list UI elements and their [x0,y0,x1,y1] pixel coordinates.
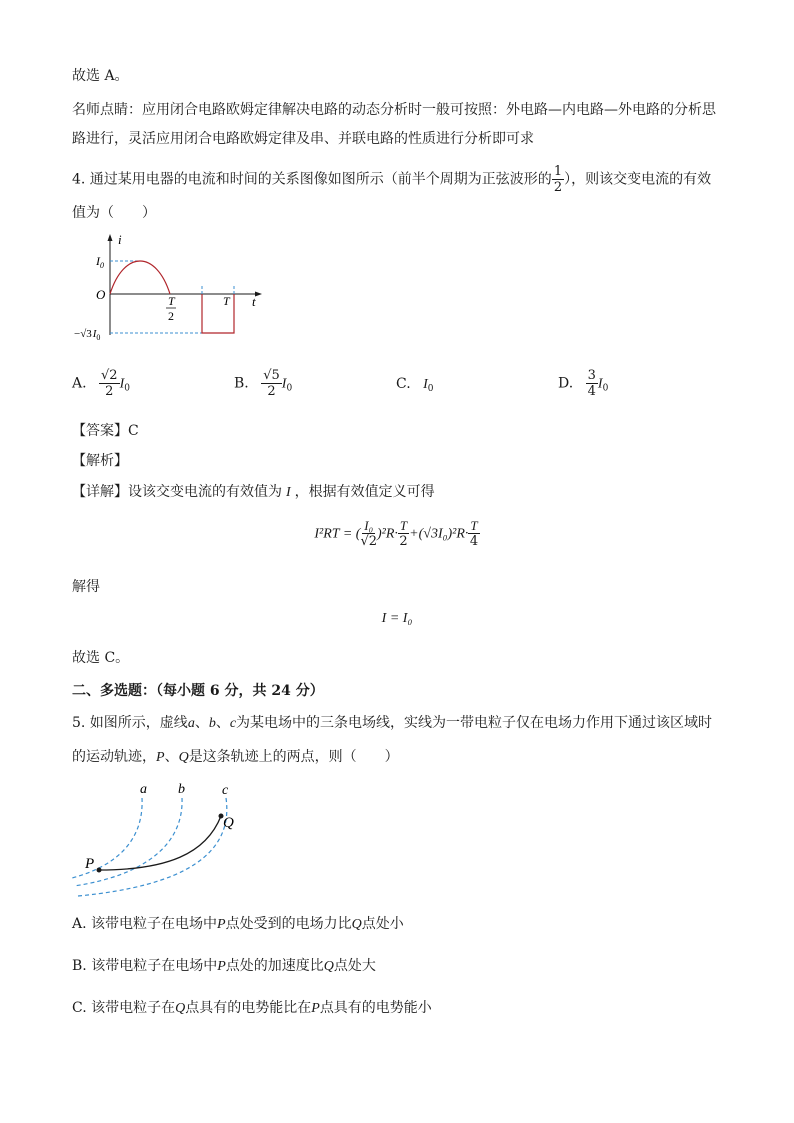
q5-text-d: 是这条轨迹上的两点，则（ ） [188,749,399,765]
i-axis-arrow [108,234,113,241]
option-c-sub: 0 [427,384,434,394]
q5-var-q: Q [178,750,189,765]
q5b-text-2: 点处的加速度比 [225,958,324,974]
label-a: a [140,782,147,797]
q5-option-c[interactable] [72,998,432,1019]
q5c-text-1: C. 该带电粒子在 [72,1000,176,1016]
option-c-label: C. [396,376,411,392]
section-2-heading: 二、多选题：（每小题 6 分，共 24 分） [72,683,324,699]
q5-option-b[interactable] [72,956,376,977]
rms-equation [0,518,794,549]
t-label: T [223,294,230,308]
q5b-text-3: 点处大 [333,958,376,974]
field-line-a [72,798,142,878]
q5a-text-2: 点处受到的电场力比 [225,916,352,932]
question-4-stem [72,164,711,195]
q5a-var-q: Q [351,917,362,932]
field-line-b [74,798,182,886]
i0-label: $I_0$ [96,254,104,270]
q5b-text-1: B. 该带电粒子在电场中 [72,958,218,974]
q5-option-a[interactable] [72,914,404,935]
option-d-sub: 0 [602,383,609,394]
q5-sep-1: 、 [194,715,209,731]
eq1-t1-den: 2 [399,534,408,549]
final-answer-line: 故选 C。 [72,650,130,666]
q5c-var-q: Q [175,1001,186,1016]
option-b-var: I [281,376,287,392]
origin-label: O [96,287,106,302]
q4-option-b[interactable] [234,368,292,399]
sine-half-wave [110,261,170,294]
q4-option-a[interactable] [72,368,130,399]
q4-option-d[interactable] [558,368,608,399]
q5b-var-p: P [217,959,226,974]
neg-sqrt3-label: $-√3I_0$ [74,328,101,342]
q5-text-b: 为某电场中的三条电场线，实线为一带电粒子仅在电场力作用下通过该区域时 [236,715,713,731]
q5c-text-2: 点具有的电势能比在 [185,1000,312,1016]
eq1-t2 [468,518,479,549]
eq1-frac-num: I₀ [364,518,374,533]
analysis-heading: 【解析】 [72,453,128,469]
q5-var-a: a [187,716,195,731]
result-equation: I = I₀ [381,611,413,626]
option-a-sub: 0 [124,383,130,394]
q5c-var-p: P [311,1001,320,1016]
teacher-note-line1: 名师点睛：应用闭合电路欧姆定律解决电路的动态分析时一般可按照：外电路—内电路—外电路的分析思 [72,102,716,118]
q4-text-b: ），则该交变电流的有效 [564,171,712,188]
prev-answer-line: 故选 A。 [72,68,129,84]
q4-frac-den: 2 [553,180,563,195]
q5a-var-p: P [217,917,226,932]
option-b-num: √5 [263,368,280,383]
q5a-text-1: A. 该带电粒子在电场中 [72,916,218,932]
field-lines-diagram [72,778,252,903]
q5-sep-2: 、 [215,715,230,731]
option-d-num: 3 [587,368,596,383]
eq1-mid: )²R· [377,526,398,542]
detail-var: I [286,485,291,500]
t-half-num: T [168,294,175,308]
q5a-text-3: 点处小 [361,916,404,932]
t-axis-arrow [255,292,262,297]
eq1-plus: +(√3I₀)²R· [409,526,469,542]
detail-line [72,482,435,503]
q5-var-p: P [156,750,165,765]
option-c-var: I [423,377,428,392]
question-4-stem-end: 值为（ ） [72,205,156,221]
q5c-text-3: 点具有的电势能小 [319,1000,432,1016]
eq1-t2-den: 4 [469,534,479,549]
point-p [97,868,102,873]
label-c: c [222,783,229,798]
eq1-t2-num: T [470,518,478,533]
answer-line: 【答案】C [72,423,139,439]
detail-text-b: ，根据有效值定义可得 [294,484,435,500]
q5-sep-3: 、 [164,749,179,765]
q5-text-a: 5. 如图所示，虚线 [72,715,188,731]
solve-label: 解得 [72,579,100,595]
option-b-den: 2 [267,384,276,399]
option-b-label: B. [234,375,249,392]
option-a-den: 2 [105,384,114,399]
eq1-frac-den: √2 [360,534,377,549]
option-a-fraction [99,368,120,399]
label-p: P [85,856,95,872]
question-5-stem [72,713,712,734]
teacher-note-line2: 路进行，灵活应用闭合电路欧姆定律及串、并联电路的性质进行分析即可求 [72,131,534,147]
q5b-var-q: Q [323,959,334,974]
option-d-den: 4 [587,384,596,399]
particle-trajectory [99,816,221,870]
question-5-stem-2 [72,747,399,768]
option-a-var: I [119,376,125,392]
option-a-num: √2 [101,368,118,383]
option-b-fraction [261,368,282,399]
t-half-den: 2 [168,309,174,323]
option-d-fraction [586,368,598,399]
eq1-t1-num: T [399,518,408,533]
detail-text-a: 【详解】设该交变电流的有效值为 [72,484,282,500]
t-axis-label: t [252,294,256,309]
q4-text-a: 4. 通过某用电器的电流和时间的关系图像如图所示（前半个周期为正弦波形的 [72,171,552,188]
label-b: b [178,782,185,797]
label-q: Q [223,815,234,831]
q4-frac-num: 1 [553,164,563,179]
eq1-lhs: I²RT = ( [314,526,361,542]
eq1-frac [360,518,377,549]
option-d-label: D. [558,375,574,392]
q4-half-fraction [552,164,564,195]
option-b-sub: 0 [286,383,293,394]
q5-var-c: c [229,716,237,731]
option-d-var: I [597,376,603,392]
q5-var-b: b [208,716,216,731]
q5-text-c: 的运动轨迹， [72,749,156,765]
option-a-label: A. [72,375,87,392]
i-axis-label: i [118,232,122,247]
eq1-t1 [398,518,409,549]
current-time-graph [72,230,272,345]
q4-option-c[interactable] [396,376,434,394]
